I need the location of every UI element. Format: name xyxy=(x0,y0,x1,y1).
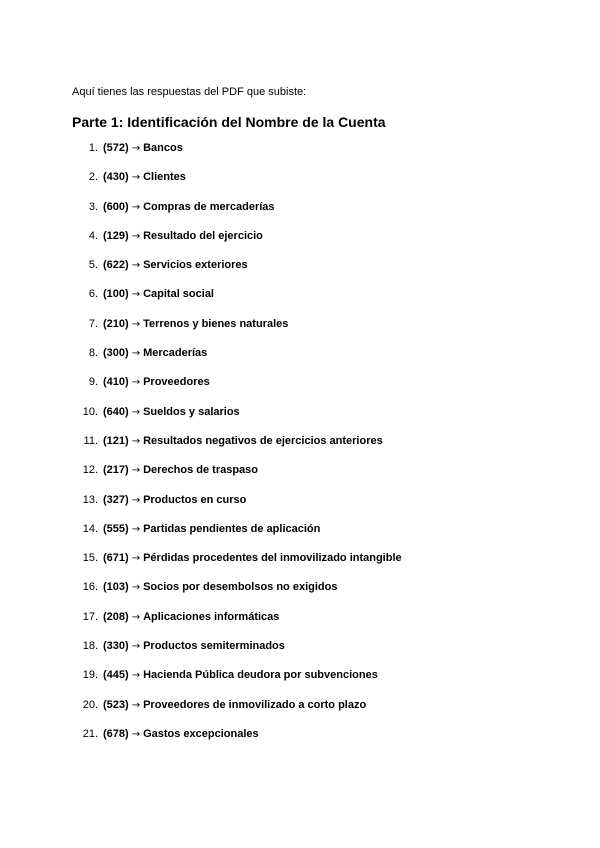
account-name: Compras de mercaderías xyxy=(143,200,275,213)
account-name: Hacienda Pública deudora por subvenciones xyxy=(143,669,378,682)
item-number: 1. xyxy=(88,142,98,154)
account-list xyxy=(0,141,402,756)
account-name: Pérdidas procedentes del inmovilizado intangible xyxy=(143,552,402,565)
item-number: 11. xyxy=(83,434,98,447)
item-number: 14. xyxy=(82,522,98,535)
list-item xyxy=(0,610,402,639)
arrow-icon: → xyxy=(131,699,141,711)
account-name: Sueldos y salarios xyxy=(143,405,240,418)
account-code: (327) xyxy=(103,493,129,506)
arrow-icon: → xyxy=(131,465,141,477)
arrow-icon: → xyxy=(131,260,141,272)
arrow-icon: → xyxy=(131,406,141,418)
item-number: 2. xyxy=(88,171,98,184)
arrow-icon: → xyxy=(131,641,141,653)
arrow-icon: → xyxy=(131,553,141,565)
account-code: (210) xyxy=(103,317,129,330)
arrow-icon: → xyxy=(131,435,141,447)
list-item xyxy=(0,405,402,434)
item-number: 8. xyxy=(88,347,98,360)
item-number: 21. xyxy=(82,727,98,740)
account-code: (671) xyxy=(103,552,129,565)
account-name: Resultados negativos de ejercicios anteriores xyxy=(143,434,383,447)
account-code: (600) xyxy=(103,200,129,213)
account-name: Capital social xyxy=(143,288,214,301)
item-number: 5. xyxy=(88,259,98,272)
item-number: 6. xyxy=(88,288,98,301)
account-code: (103) xyxy=(103,581,129,594)
account-name: Resultado del ejercicio xyxy=(143,229,263,242)
arrow-icon: → xyxy=(131,348,141,360)
account-name: Bancos xyxy=(143,142,183,154)
item-number: 16. xyxy=(82,581,98,594)
arrow-icon: → xyxy=(131,230,141,242)
account-code: (129) xyxy=(103,229,129,242)
list-item xyxy=(0,463,402,492)
list-item xyxy=(0,727,402,756)
account-name: Aplicaciones informáticas xyxy=(143,610,280,623)
account-code: (430) xyxy=(103,171,129,184)
item-number: 19. xyxy=(82,669,98,682)
account-name: Gastos excepcionales xyxy=(143,727,259,740)
item-number: 20. xyxy=(82,698,98,711)
arrow-icon: → xyxy=(131,611,141,623)
list-item xyxy=(0,258,402,287)
account-name: Socios por desembolsos no exigidos xyxy=(143,581,338,594)
item-number: 15. xyxy=(82,552,98,565)
arrow-icon: → xyxy=(131,582,141,594)
account-name: Clientes xyxy=(143,171,186,184)
list-item xyxy=(0,698,402,727)
item-number: 7. xyxy=(88,317,98,330)
item-number: 18. xyxy=(82,640,98,653)
account-code: (640) xyxy=(103,405,129,418)
list-item xyxy=(0,170,402,199)
arrow-icon: → xyxy=(131,523,141,535)
account-code: (217) xyxy=(103,464,129,477)
list-item xyxy=(0,229,402,258)
account-code: (523) xyxy=(103,698,129,711)
arrow-icon: → xyxy=(131,289,141,301)
account-name: Derechos de traspaso xyxy=(143,464,259,477)
list-item xyxy=(0,522,402,551)
section-heading: Parte 1: Identificación del Nombre de la Cuenta xyxy=(72,114,386,130)
account-code: (572) xyxy=(103,142,129,154)
arrow-icon: → xyxy=(131,494,141,506)
item-number: 9. xyxy=(88,376,98,389)
arrow-icon: → xyxy=(131,377,141,389)
arrow-icon: → xyxy=(131,670,141,682)
account-name: Terrenos y bienes naturales xyxy=(143,317,289,330)
account-code: (208) xyxy=(103,610,129,623)
account-name: Productos semiterminados xyxy=(143,640,285,653)
account-code: (445) xyxy=(103,669,129,682)
account-code: (330) xyxy=(103,640,129,653)
arrow-icon: → xyxy=(131,318,141,330)
account-code: (300) xyxy=(103,347,129,360)
arrow-icon: → xyxy=(131,143,141,154)
list-item xyxy=(0,493,402,522)
list-item xyxy=(0,668,402,697)
account-name: Proveedores xyxy=(143,376,210,389)
intro-text: Aquí tienes las respuestas del PDF que subiste: xyxy=(72,86,307,98)
list-item xyxy=(0,551,402,580)
item-number: 13. xyxy=(82,493,98,506)
item-number: 17. xyxy=(82,610,98,623)
account-name: Proveedores de inmovilizado a corto plazo xyxy=(143,698,367,711)
list-item xyxy=(0,346,402,375)
list-item xyxy=(0,287,402,316)
account-name: Mercaderías xyxy=(143,347,208,360)
account-code: (622) xyxy=(103,259,129,272)
account-code: (121) xyxy=(103,434,129,447)
list-item xyxy=(0,200,402,229)
arrow-icon: → xyxy=(131,172,141,184)
list-item xyxy=(0,580,402,609)
item-number: 3. xyxy=(88,200,98,213)
arrow-icon: → xyxy=(131,201,141,213)
account-name: Partidas pendientes de aplicación xyxy=(143,522,321,535)
item-number: 12. xyxy=(82,464,98,477)
list-item xyxy=(0,317,402,346)
account-code: (555) xyxy=(103,522,129,535)
account-name: Productos en curso xyxy=(143,493,247,506)
list-item xyxy=(0,639,402,668)
list-item xyxy=(0,141,402,170)
account-code: (410) xyxy=(103,376,129,389)
account-code: (678) xyxy=(103,727,129,740)
item-number: 10. xyxy=(82,405,98,418)
list-item xyxy=(0,434,402,463)
item-number: 4. xyxy=(88,229,98,242)
account-code: (100) xyxy=(103,288,129,301)
list-item xyxy=(0,375,402,404)
arrow-icon: → xyxy=(131,728,141,740)
account-name: Servicios exteriores xyxy=(143,259,248,272)
